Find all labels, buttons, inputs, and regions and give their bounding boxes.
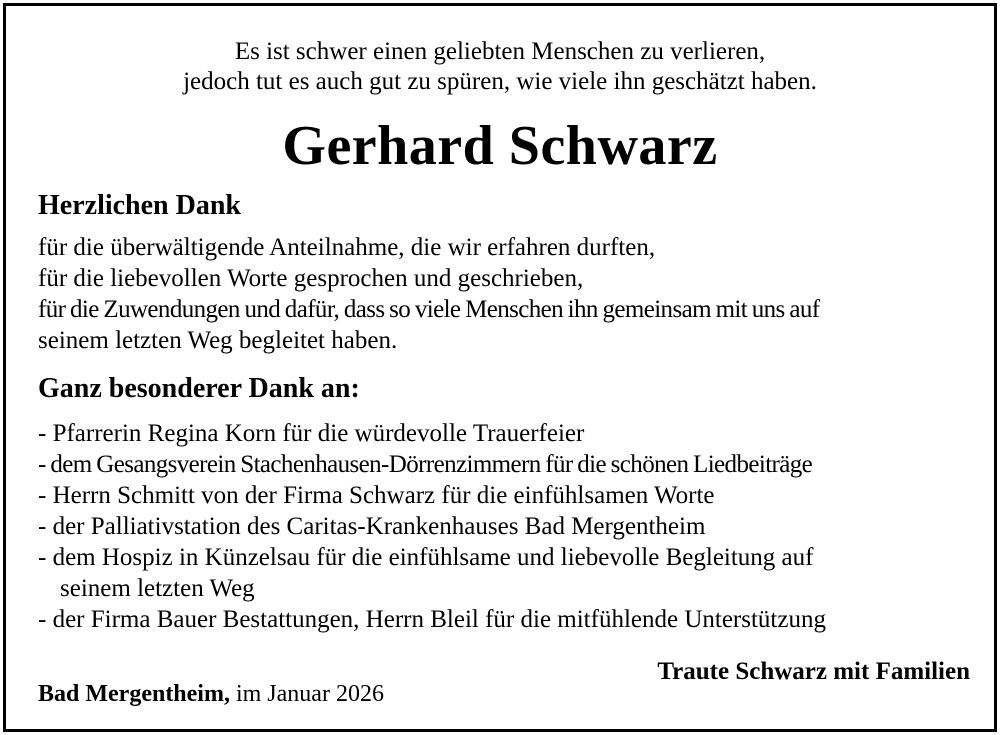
list-item: - Pfarrerin Regina Korn für die würdevolle Trauerfeier [38, 420, 585, 447]
quote-line-1: Es ist schwer einen geliebten Menschen zu verlieren, [234, 38, 766, 65]
list-item: - der Palliativstation des Caritas-Krankenhauses Bad Mergentheim [38, 513, 706, 540]
deceased-name: Gerhard Schwarz [282, 115, 718, 177]
special-thanks-list [38, 418, 826, 635]
signature: Traute Schwarz mit Familien [657, 658, 970, 685]
date: im Januar 2026 [229, 681, 384, 707]
thanks-paragraph [38, 232, 978, 356]
list-item: - dem Hospiz in Künzelsau für die einfühlsame und liebevolle Begleitung auf [38, 544, 814, 571]
thanks-line: seinem letzten Weg begleitet haben. [38, 327, 398, 354]
thanks-heading: Herzlichen Dank [38, 190, 241, 221]
place: Bad Mergentheim, [38, 681, 230, 707]
thanks-line: für die überwältigende Anteilnahme, die wir erfahren durften, [38, 234, 656, 261]
quote-line-2: jedoch tut es auch gut zu spüren, wie viele ihn geschätzt haben. [183, 68, 817, 95]
special-thanks-heading: Ganz besonderer Dank an: [38, 373, 360, 404]
place-and-date [38, 679, 384, 709]
thanks-line: für die liebevollen Worte gesprochen und geschrieben, [38, 265, 584, 292]
thanks-line: für die Zuwendungen und dafür, dass so viele Menschen ihn gemeinsam mit uns auf [38, 296, 820, 323]
obituary-notice [3, 3, 997, 732]
list-item: - Herrn Schmitt von der Firma Schwarz für die einfühlsamen Worte [38, 482, 715, 509]
list-item: - dem Gesangsverein Stachenhausen-Dörrenzimmern für die schönen Liedbeiträge [38, 451, 813, 478]
list-item-continuation: seinem letzten Weg [60, 575, 255, 602]
list-item: - der Firma Bauer Bestattungen, Herrn Bleil für die mitfühlende Unterstützung [38, 606, 826, 633]
